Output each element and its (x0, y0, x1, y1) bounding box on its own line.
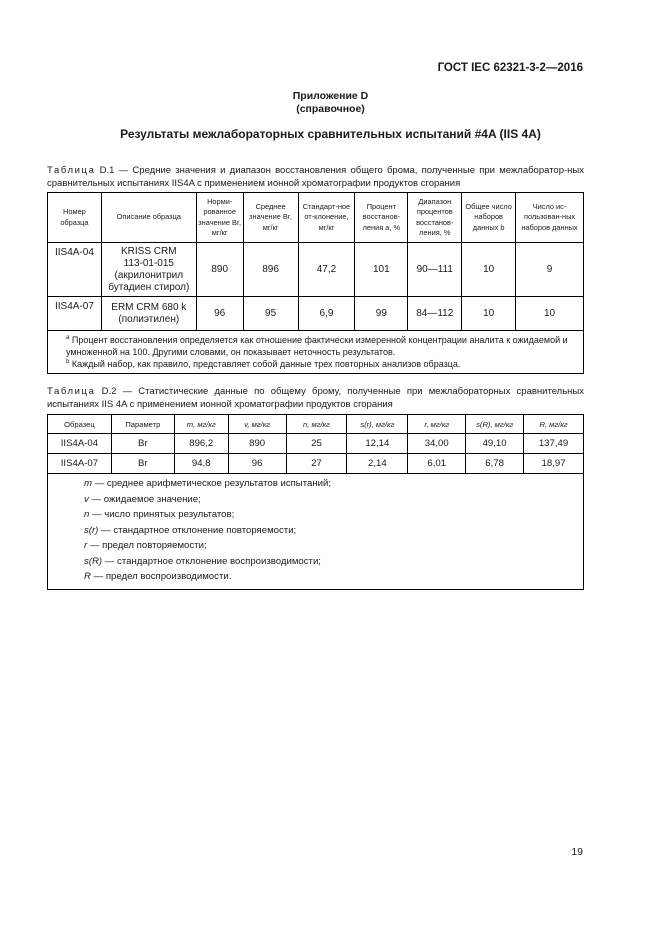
table-row (48, 297, 584, 331)
description-line: ERM CRM 680 k (111, 301, 187, 313)
standard-number: ГОСТ IEC 62321-3-2—2016 (437, 62, 583, 74)
table2-col-header: n, мг/кг (286, 415, 347, 434)
legend-symbol: m (84, 478, 92, 489)
description-line: KRISS CRM (121, 245, 177, 257)
table-cell: 2,14 (347, 454, 408, 474)
table1-col-header: Стандарт-ное от-клонение, мг/кг (298, 193, 355, 243)
table-cell: 10 (462, 243, 516, 297)
legend-item (84, 492, 583, 508)
description-line: (полиэтилен) (118, 313, 180, 325)
table1-col-header: Процент восстанов-ления a, % (355, 193, 408, 243)
legend-symbol: s(r) (84, 524, 99, 536)
footnote-mark: b (66, 359, 70, 365)
legend-text: — предел повторяемости; (87, 540, 207, 551)
table2-col-header: m, мг/кг (174, 415, 228, 434)
table-cell: IIS4A-07 (48, 454, 112, 474)
table2-caption-label: Таблица (47, 386, 96, 397)
appendix-kind: (справочное) (296, 103, 365, 115)
footnote-mark: a (66, 335, 70, 341)
table-cell: 94,8 (174, 454, 228, 474)
table-cell: 27 (286, 454, 347, 474)
page-number: 19 (571, 846, 583, 858)
table1-notes-row (48, 331, 584, 374)
legend-symbol: R (84, 571, 91, 582)
table1-caption-text: D.1 — Средние значения и диапазон восстановления общего брома, полученные при межлаборатор-ных сравнительных испытаниях IIS4A с применением ионной хроматографии продуктов сгорания (47, 165, 584, 189)
table-cell: 99 (355, 297, 408, 331)
table2-col-header: s(r), мг/кг (347, 415, 408, 434)
description-line: 113-01-015 (123, 257, 174, 269)
table1-col-header: Норми-рованное значение Br, мг/кг (196, 193, 243, 243)
table-cell: 12,14 (347, 434, 408, 454)
table-cell: 47,2 (298, 243, 355, 297)
table-cell: 49,10 (466, 434, 524, 454)
table-cell: 896 (243, 243, 298, 297)
table-cell: 90—111 (408, 243, 462, 297)
table1-col-header: Диапазон процентов восстанов-ления, % (408, 193, 462, 243)
table-cell: 96 (228, 454, 286, 474)
footnote-text: Процент восстановления определяется как отношение фактически измеренной концентрации аналита к ожидаемой и умноженной на 100. Другими словами, он показывает неточность результатов. (66, 335, 568, 357)
table2-legend (48, 474, 584, 590)
table-cell: 896,2 (174, 434, 228, 454)
table2-col-header: v, мг/кг (228, 415, 286, 434)
table-cell: Br (111, 434, 174, 454)
table-cell: 34,00 (408, 434, 466, 454)
table1-col-header: Описание образца (101, 193, 196, 243)
table2-legend-row (48, 474, 584, 590)
table-cell: 96 (196, 297, 243, 331)
table-cell: 137,49 (524, 434, 584, 454)
legend-text: — стандартное отклонение повторяемости; (98, 524, 297, 536)
table-cell: Br (111, 454, 174, 474)
table2-caption (47, 385, 584, 411)
table-cell: 18,97 (524, 454, 584, 474)
table-cell: 84—112 (408, 297, 462, 331)
legend-item (84, 507, 583, 523)
table-cell: 6,9 (298, 297, 355, 331)
table1-col-header: Число ис-пользован-ных наборов данных (516, 193, 584, 243)
table1-notes (48, 331, 584, 374)
legend-symbol: s(R) (84, 555, 103, 567)
legend-item (84, 523, 583, 539)
table-row (48, 243, 584, 297)
table-cell: IIS4A-04 (48, 434, 112, 454)
table2-col-header: Параметр (111, 415, 174, 434)
legend-symbol: r (84, 540, 88, 551)
table2-col-header: Образец (48, 415, 112, 434)
table-row (48, 454, 584, 474)
table1-caption-label: Таблица (47, 165, 96, 176)
table2-col-header: r, мг/кг (408, 415, 466, 434)
table1-header-row (48, 193, 584, 243)
table1-col-header: Среднее значение Br, мг/кг (243, 193, 298, 243)
table-cell: 890 (228, 434, 286, 454)
legend-symbol: n (84, 509, 90, 520)
table1-caption (47, 164, 584, 190)
table-cell: 10 (462, 297, 516, 331)
sample-description (101, 243, 196, 297)
section-title: Результаты межлабораторных сравнительных испытаний #4A (IIS 4A) (120, 127, 541, 141)
table2-caption-text: D.2 — Статистические данные по общему брому, полученные при межлабораторных сравнительных испытаниях IIS 4A с применением ионной хроматографии продуктов сгорания (47, 386, 584, 410)
table1 (47, 192, 584, 374)
legend-item (84, 554, 583, 570)
legend-text: — предел воспроизводимости. (90, 571, 232, 582)
table-cell: 6,78 (466, 454, 524, 474)
legend-text: — ожидаемое значение; (88, 493, 201, 505)
legend-text: — стандартное отклонение воспроизводимости; (102, 555, 321, 567)
table-cell: 10 (516, 297, 584, 331)
footnote-text: Каждый набор, как правило, представляет собой данные трех повторных анализов образца. (71, 359, 461, 369)
table2 (47, 414, 584, 590)
appendix-heading (0, 90, 661, 116)
legend-item (84, 569, 583, 585)
legend-item (84, 476, 583, 492)
table-cell: 95 (243, 297, 298, 331)
footnote-b (66, 358, 575, 370)
description-line: (акрилонитрил (114, 269, 184, 281)
legend-symbol: v (84, 493, 89, 505)
table2-header-row (48, 415, 584, 434)
table-cell: 101 (355, 243, 408, 297)
description-line: бутадиен стирол) (108, 281, 190, 293)
table-cell: 9 (516, 243, 584, 297)
sample-description (101, 297, 196, 331)
table-cell: 25 (286, 434, 347, 454)
sample-id: IIS4A-04 (48, 243, 102, 297)
footnote-a (66, 334, 575, 358)
table2-col-header: s(R), мг/кг (466, 415, 524, 434)
table1-col-header: Общее число наборов данных b (462, 193, 516, 243)
legend-text: — среднее арифметическое результатов испытаний; (92, 478, 332, 489)
table-cell: 6,01 (408, 454, 466, 474)
table-row (48, 434, 584, 454)
table-cell: 890 (196, 243, 243, 297)
legend-text: — число принятых результатов; (89, 509, 235, 520)
legend-item (84, 538, 583, 554)
sample-id: IIS4A-07 (48, 297, 102, 331)
table2-col-header: R, мг/кг (524, 415, 584, 434)
appendix-name: Приложение D (292, 90, 369, 102)
table1-col-header: Номер образца (48, 193, 102, 243)
